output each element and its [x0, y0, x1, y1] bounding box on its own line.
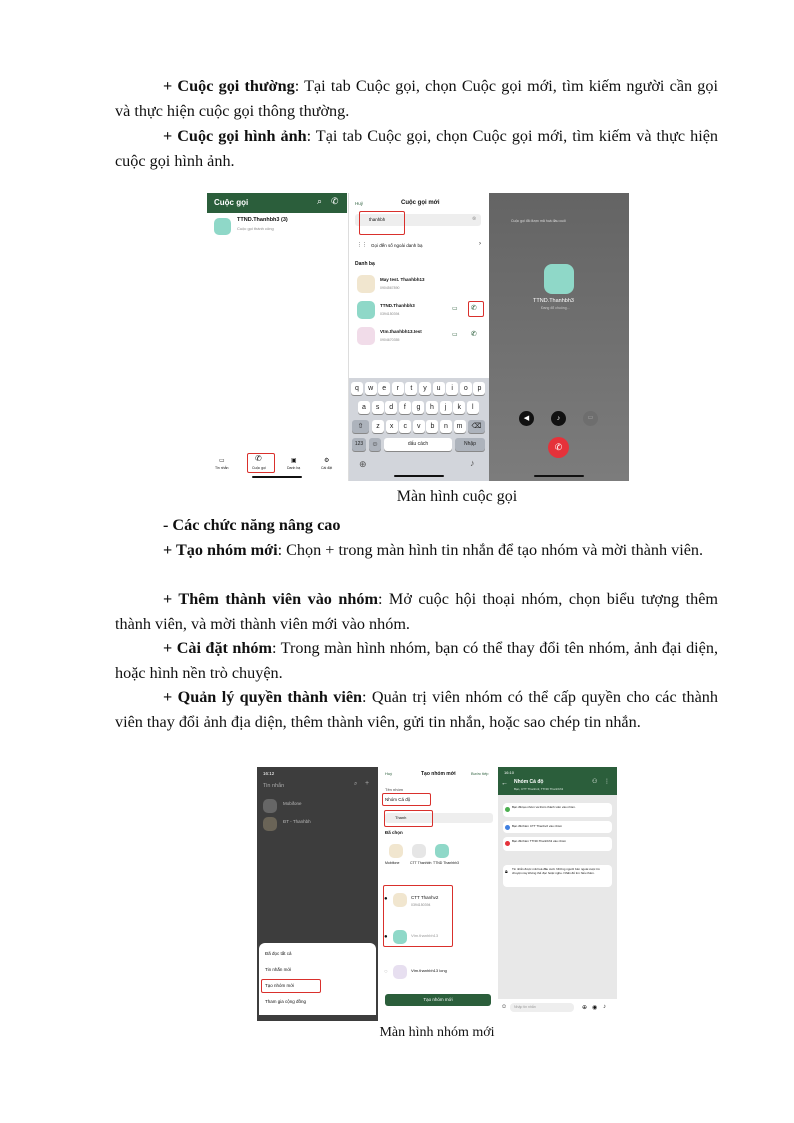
key-q[interactable]: q — [351, 382, 363, 395]
video-call-icon[interactable]: ▭ — [452, 306, 458, 312]
avatar — [412, 844, 426, 858]
key-b[interactable]: b — [426, 420, 438, 433]
selected-member: Mobifone — [385, 861, 400, 865]
new-call-screen — [348, 193, 489, 481]
group-name-input[interactable]: Nhóm Cá độ — [385, 797, 411, 802]
contact-name[interactable]: CTT Thanhv2 — [411, 895, 439, 900]
key-l[interactable]: l — [467, 401, 479, 414]
contacts-highlight — [383, 885, 453, 947]
key-z[interactable]: z — [372, 420, 384, 433]
key-h[interactable]: h — [426, 401, 438, 414]
message-text: Bạn đã thêm CTT Thanhv2 vào nhóm — [512, 824, 563, 828]
key-o[interactable]: o — [460, 382, 472, 395]
avatar — [357, 275, 375, 293]
key-a[interactable]: a — [358, 401, 370, 414]
caption-group: Màn hình nhóm mới — [379, 1025, 495, 1040]
new-call-icon[interactable]: ✆ — [331, 196, 339, 206]
desc-add-members: : Mở cuộc hội thoại nhóm, chọn biểu tượng thêm thành viên, và mời thành viên mới vào nhóm. — [115, 590, 718, 633]
desc-normal-call: : Tại tab Cuộc gọi, chọn Cuộc gọi mới, tìm kiếm người cần gọi và thực hiện cuộc gọi thông thường. — [115, 77, 718, 120]
avatar — [393, 965, 407, 979]
plus-icon[interactable]: + — [365, 780, 370, 787]
call-status: Đang đổ chuông... — [541, 306, 570, 310]
key-p[interactable]: p — [473, 382, 485, 395]
message-input[interactable] — [510, 1003, 574, 1012]
tab-contacts[interactable]: Danh bạ — [287, 466, 301, 470]
phone-icon[interactable]: ✆ — [471, 305, 477, 312]
term-group-settings: + Cài đặt nhóm — [163, 639, 272, 657]
calling-screen — [489, 193, 629, 481]
menu-item-new-message[interactable]: Tin nhắn mới — [265, 967, 292, 972]
tab-calls[interactable]: Cuộc gọi — [252, 466, 266, 470]
contacts-icon[interactable]: ▣ — [291, 458, 297, 464]
caption-call: Màn hình cuộc gọi — [396, 488, 518, 505]
message-placeholder: Nhập tin nhắn — [514, 1005, 536, 1009]
term-add-members: + Thêm thành viên vào nhóm — [163, 590, 378, 608]
clear-icon[interactable]: ⊗ — [472, 216, 477, 222]
key-f[interactable]: f — [399, 401, 411, 414]
selected-label: Đã chọn — [385, 830, 403, 835]
bottom-tab-bar — [207, 451, 347, 473]
space-key[interactable]: dấu cách — [384, 438, 452, 451]
avatar — [435, 844, 449, 858]
desc-create-group: : Chọn + trong màn hình tin nhắn để tạo nhóm và mời thành viên. — [277, 541, 704, 559]
enter-key[interactable]: Nhập — [455, 438, 485, 451]
status-dot — [505, 825, 510, 830]
term-normal-call: + Cuộc gọi thường — [163, 77, 295, 95]
call-screenshot — [207, 193, 629, 481]
menu-item-community[interactable]: Tham gia cộng đồng — [265, 999, 307, 1004]
call-button-highlight — [468, 301, 484, 317]
call-list-screen — [207, 193, 347, 481]
speaker-icon[interactable]: ◀ — [519, 411, 534, 426]
system-message — [503, 821, 612, 833]
search-icon[interactable]: ⌕ — [317, 196, 323, 206]
group-chat-subtitle: Bạn, CTT Thanhv2, TTND Thanhbh3 — [514, 787, 564, 791]
message-text: Tin nhắn được mã hoá đầu cuối. Những người bên ngoài cuộc trò chuyện này không thể đọc hoặc nghe. Nhấn để tìm hiểu thêm. — [512, 867, 600, 875]
shift-key[interactable]: ⇧ — [352, 420, 369, 433]
call-list-header — [207, 193, 347, 213]
system-message — [503, 865, 612, 887]
term-video-call: + Cuộc gọi hình ảnh — [163, 127, 307, 145]
contact-name[interactable]: Vtm.thanhbh13 long — [411, 968, 447, 973]
call-list-title: Cuộc gọi — [214, 198, 249, 207]
new-group-highlight — [261, 979, 321, 993]
paragraph-group-settings — [115, 636, 718, 685]
status-time: 16:12 — [263, 771, 275, 776]
microphone-icon[interactable]: ♪ — [470, 458, 475, 468]
key-m[interactable]: m — [454, 420, 466, 433]
system-message — [503, 837, 612, 851]
key-u[interactable]: u — [433, 382, 445, 395]
end-call-button[interactable]: ✆ — [548, 437, 569, 458]
checkbox-checked-icon[interactable]: ● — [384, 896, 388, 902]
dialpad-icon: ⋮⋮ — [357, 242, 367, 248]
status-dot — [505, 841, 510, 846]
chat-icon[interactable]: ▭ — [219, 458, 225, 464]
contact-name[interactable]: May test. Thanhbh13 — [380, 277, 425, 282]
globe-icon[interactable]: ⊕ — [359, 459, 367, 469]
selected-member: CTT Thanhbh — [410, 861, 432, 865]
phone-icon[interactable]: ✆ — [471, 331, 477, 338]
menu-item-new-group[interactable]: Tạo nhóm mới — [265, 983, 295, 988]
system-message — [503, 803, 612, 817]
paragraph-create-group — [115, 538, 718, 563]
avatar — [357, 301, 375, 319]
home-indicator — [534, 475, 584, 477]
group-chat-title: Nhóm Cá độ — [514, 779, 544, 785]
emoji-icon[interactable]: ☺ — [369, 438, 381, 451]
call-item-sub: Cuộc gọi thành công — [237, 226, 274, 231]
contact-sub: 0394150394 — [411, 903, 431, 907]
key-j[interactable]: j — [440, 401, 452, 414]
avatar — [357, 327, 375, 345]
contacts-section-label: Danh bạ — [355, 261, 375, 267]
video-toggle-icon[interactable]: ▭ — [583, 411, 598, 426]
chat-name[interactable]: ĐT - Thanhbh — [283, 819, 311, 824]
avatar — [544, 264, 574, 294]
next-button[interactable]: Bước tiếp — [471, 771, 489, 776]
messages-title: Tin nhắn — [263, 783, 285, 789]
more-icon[interactable]: ⋮ — [604, 779, 610, 785]
search-input[interactable]: Thanh — [395, 815, 407, 820]
key-k[interactable]: k — [453, 401, 465, 414]
attach-icon[interactable]: ⊕ — [582, 1005, 588, 1011]
add-member-icon[interactable]: ⚇ — [592, 779, 598, 785]
contact-sub: 0904670355 — [380, 338, 400, 342]
paragraph-normal-call — [115, 74, 718, 123]
checkbox-checked-icon[interactable]: ● — [384, 934, 388, 940]
key-d[interactable]: d — [385, 401, 397, 414]
term-create-group: + Tạo nhóm mới — [163, 541, 278, 559]
contact-name[interactable]: TTND.Thanhbh3 — [380, 303, 415, 308]
paragraph-video-call — [115, 124, 718, 173]
new-call-title: Cuộc gọi mới — [401, 200, 440, 206]
chevron-right-icon: › — [479, 241, 481, 247]
chat-name[interactable]: Mobifone — [283, 801, 302, 806]
contact-sub: 0904567890 — [380, 286, 400, 290]
search-highlight — [359, 211, 405, 235]
group-chat-header — [498, 767, 617, 795]
video-call-icon[interactable]: ▭ — [452, 332, 458, 338]
group-name-highlight — [382, 793, 431, 806]
key-n[interactable]: n — [440, 420, 452, 433]
message-text: Bạn đã tạo nhóm và thêm thành viên vào nhóm. — [512, 805, 576, 809]
key-c[interactable]: c — [399, 420, 411, 433]
avatar — [263, 799, 277, 813]
contact-name[interactable]: Vtm.thanhbh13.test — [380, 329, 422, 334]
call-outside-contacts[interactable]: Gọi đến số ngoài danh bạ — [371, 243, 423, 248]
key-y[interactable]: y — [419, 382, 431, 395]
key-t[interactable]: t — [405, 382, 417, 395]
status-time: 16:10 — [504, 770, 515, 775]
group-name-label: Tên nhóm — [385, 787, 404, 792]
gear-icon[interactable]: ⚙ — [324, 458, 330, 464]
key-r[interactable]: r — [392, 382, 404, 395]
home-indicator — [252, 476, 302, 478]
section-heading: - Các chức năng nâng cao — [163, 516, 341, 534]
search-highlight — [384, 810, 433, 827]
mute-icon[interactable]: ♪ — [551, 411, 566, 426]
selected-member: TTND Thanhbh3 — [433, 861, 460, 865]
desc-group-settings: : Trong màn hình nhóm, bạn có thể thay đổi tên nhóm, ảnh đại diện, hoặc hình nền trò chuyện. — [115, 639, 718, 682]
numbers-key[interactable]: 123 — [352, 438, 366, 451]
lock-icon: 🔒︎ — [505, 869, 508, 875]
encryption-status: Cuộc gọi đã được mã hoá đầu cuối — [511, 219, 566, 223]
key-w[interactable]: w — [365, 382, 377, 395]
cancel-button[interactable]: Huỷ — [355, 201, 364, 206]
search-icon[interactable]: ⌕ — [354, 781, 358, 787]
camera-icon[interactable]: ◉ — [592, 1005, 598, 1011]
create-group-screen — [379, 767, 497, 1021]
keyboard — [349, 378, 489, 481]
tab-settings[interactable]: Cài đặt — [321, 466, 333, 470]
paragraph-add-members — [115, 587, 718, 636]
composer — [498, 999, 617, 1021]
menu-item-read-all[interactable]: Đã đọc tất cả — [265, 951, 292, 956]
avatar — [263, 817, 277, 831]
tab-messages[interactable]: Tin nhắn — [215, 466, 229, 470]
checkbox-empty-icon[interactable]: ○ — [384, 969, 388, 975]
paragraph-permissions — [115, 685, 718, 734]
back-arrow-icon[interactable]: ← — [501, 780, 508, 787]
key-v[interactable]: v — [413, 420, 425, 433]
desc-video-call: : Tại tab Cuộc gọi, chọn Cuộc gọi mới, tìm kiếm và thực hiện cuộc gọi hình ảnh. — [115, 127, 718, 170]
key-e[interactable]: e — [378, 382, 390, 395]
desc-permissions: : Quản trị viên nhóm có thể cấp quyền cho các thành viên thay đổi ảnh địa diện, thêm thành viên, gửi tin nhắn, hoặc sao chép tin nhắn. — [115, 688, 718, 731]
call-item-name[interactable]: TTND.Thanhbh3 (3) — [237, 217, 288, 223]
avatar — [389, 844, 403, 858]
backspace-key[interactable]: ⌫ — [468, 420, 485, 433]
create-group-button[interactable]: Tạo nhóm mới — [385, 994, 491, 1006]
key-i[interactable]: i — [446, 382, 458, 395]
group-screenshot — [257, 767, 617, 1021]
key-s[interactable]: s — [372, 401, 384, 414]
create-group-title: Tạo nhóm mới — [421, 771, 456, 777]
term-permissions: + Quản lý quyền thành viên — [163, 688, 363, 706]
phone-icon[interactable]: ✆ — [255, 454, 262, 463]
microphone-icon[interactable]: ♪ — [603, 1004, 606, 1010]
messages-screen — [257, 767, 378, 1021]
emoji-icon[interactable]: ☺ — [501, 1004, 508, 1010]
avatar — [214, 218, 231, 235]
contact-sub: 0394150394 — [380, 312, 400, 316]
contact-name[interactable]: Vtm.thanhbh13 — [411, 933, 439, 938]
group-chat-screen — [498, 767, 617, 1021]
home-indicator — [394, 475, 444, 477]
cancel-button[interactable]: Huỷ — [385, 771, 393, 776]
key-g[interactable]: g — [412, 401, 424, 414]
key-x[interactable]: x — [386, 420, 398, 433]
callee-name: TTND.Thanhbh3 — [533, 298, 574, 304]
context-menu — [259, 943, 376, 1015]
message-text: Bạn đã thêm TTND.Thanhbh3 vào nhóm — [512, 839, 567, 843]
status-dot — [505, 807, 510, 812]
search-input[interactable]: thanhbh — [369, 217, 386, 222]
